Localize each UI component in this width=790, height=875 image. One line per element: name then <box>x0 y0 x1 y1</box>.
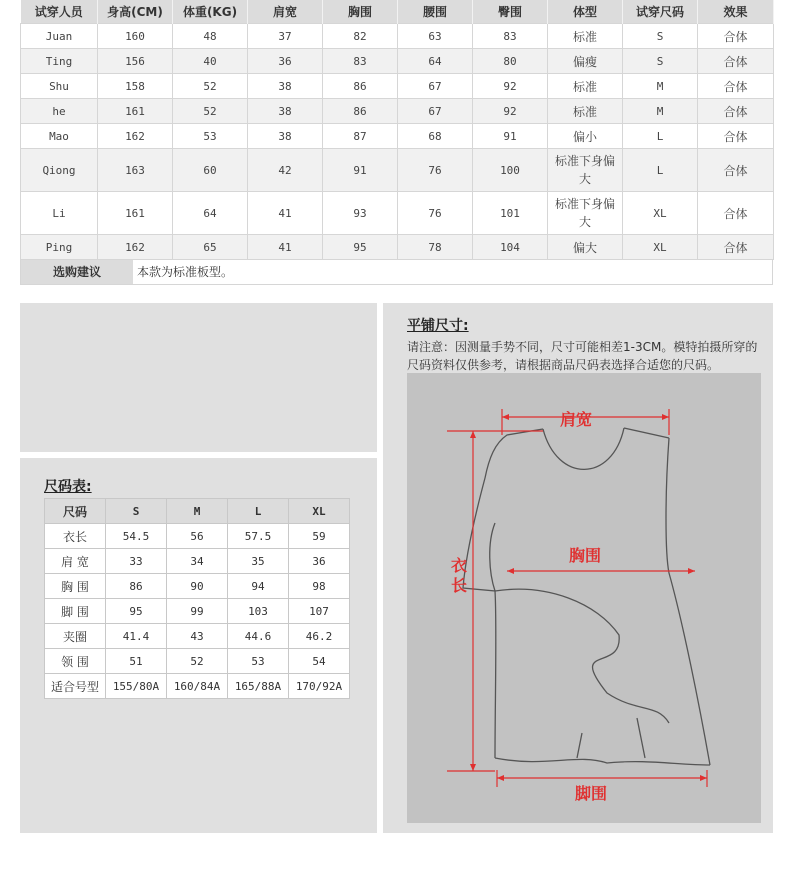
hem-arrow-left <box>497 775 504 781</box>
fit-cell: 52 <box>173 74 248 99</box>
fit-cell: 标准 <box>548 74 623 99</box>
fit-cell: 86 <box>323 99 398 124</box>
fit-header-cell: 体重(KG) <box>173 0 248 24</box>
fit-cell: 82 <box>323 24 398 49</box>
fit-cell: 83 <box>323 49 398 74</box>
fit-cell: 162 <box>98 235 173 260</box>
size-header-cell: L <box>228 499 289 524</box>
fit-cell: 偏大 <box>548 235 623 260</box>
size-cell: 53 <box>228 649 289 674</box>
fit-cell: 标准下身偏大 <box>548 149 623 192</box>
fit-cell: 合体 <box>698 99 774 124</box>
fit-header-cell: 试穿人员 <box>21 0 98 24</box>
size-cell: 34 <box>167 549 228 574</box>
fit-cell: 41 <box>248 192 323 235</box>
length-label-1: 衣 <box>451 556 468 575</box>
hem-fold-outline <box>577 733 582 758</box>
size-cell: 41.4 <box>106 624 167 649</box>
flat-measure-panel <box>383 303 773 833</box>
garment-sketch <box>407 373 761 823</box>
fit-cell: 92 <box>473 74 548 99</box>
fit-cell: 标准下身偏大 <box>548 192 623 235</box>
size-cell: 衣长 <box>45 524 106 549</box>
fit-cell: 合体 <box>698 149 774 192</box>
fitting-header-row <box>21 0 774 24</box>
size-cell: 脚 围 <box>45 599 106 624</box>
size-cell: 94 <box>228 574 289 599</box>
left-shoulder-outline <box>485 429 543 478</box>
fit-cell: 93 <box>323 192 398 235</box>
chest-label: 胸围 <box>569 546 602 565</box>
size-cell: 适合号型 <box>45 674 106 699</box>
size-chart-header-row <box>45 499 350 524</box>
size-cell: 44.6 <box>228 624 289 649</box>
fit-cell: 91 <box>473 124 548 149</box>
left-side-outline <box>463 478 496 758</box>
fit-cell: M <box>623 74 698 99</box>
fit-cell: 80 <box>473 49 548 74</box>
size-cell: 54.5 <box>106 524 167 549</box>
hem-arrow-right <box>700 775 707 781</box>
hem-label: 脚围 <box>575 784 608 803</box>
size-cell: 103 <box>228 599 289 624</box>
size-row <box>45 574 350 599</box>
length-arrow-bottom <box>470 764 476 771</box>
fit-cell: 偏瘦 <box>548 49 623 74</box>
fit-cell: 36 <box>248 49 323 74</box>
fit-row <box>21 124 774 149</box>
size-row <box>45 549 350 574</box>
fit-header-cell: 臀围 <box>473 0 548 24</box>
size-cell: 胸 围 <box>45 574 106 599</box>
fit-cell: 偏小 <box>548 124 623 149</box>
size-cell: 155/80A <box>106 674 167 699</box>
fit-cell: Qiong <box>21 149 98 192</box>
fit-cell: 37 <box>248 24 323 49</box>
fit-cell: 64 <box>173 192 248 235</box>
fit-cell: 161 <box>98 99 173 124</box>
size-row <box>45 524 350 549</box>
fit-cell: 87 <box>323 124 398 149</box>
size-chart-title: 尺码表: <box>44 479 92 495</box>
fit-cell: 38 <box>248 74 323 99</box>
size-cell: 夹圈 <box>45 624 106 649</box>
fit-cell: 合体 <box>698 24 774 49</box>
fit-row <box>21 49 774 74</box>
fit-cell: Ping <box>21 235 98 260</box>
size-row <box>45 649 350 674</box>
hem-outline <box>495 758 710 765</box>
fit-cell: 52 <box>173 99 248 124</box>
size-cell: 165/88A <box>228 674 289 699</box>
size-cell: 54 <box>289 649 350 674</box>
fit-cell: 158 <box>98 74 173 99</box>
fit-row <box>21 149 774 192</box>
fitting-table <box>20 0 774 260</box>
fit-header-cell: 体型 <box>548 0 623 24</box>
fit-cell: 68 <box>398 124 473 149</box>
size-row <box>45 599 350 624</box>
size-cell: 46.2 <box>289 624 350 649</box>
fit-cell: 162 <box>98 124 173 149</box>
fit-row <box>21 192 774 235</box>
left-armhole-outline <box>490 523 495 591</box>
fit-cell: 合体 <box>698 74 774 99</box>
fit-cell: 42 <box>248 149 323 192</box>
size-header-cell: M <box>167 499 228 524</box>
fit-cell: 合体 <box>698 235 774 260</box>
fit-cell: 86 <box>323 74 398 99</box>
fit-cell: 76 <box>398 192 473 235</box>
size-cell: 56 <box>167 524 228 549</box>
fit-row <box>21 74 774 99</box>
shoulder-arrow-right <box>662 414 669 420</box>
size-cell: 107 <box>289 599 350 624</box>
fit-cell: XL <box>623 235 698 260</box>
fit-cell: 156 <box>98 49 173 74</box>
size-cell: 35 <box>228 549 289 574</box>
right-shoulder-outline <box>624 428 669 438</box>
size-chart-table <box>44 498 350 699</box>
size-header-cell: 尺码 <box>45 499 106 524</box>
fit-header-cell: 肩宽 <box>248 0 323 24</box>
fit-cell: 标准 <box>548 99 623 124</box>
size-header-cell: S <box>106 499 167 524</box>
fit-cell: Li <box>21 192 98 235</box>
fit-cell: Shu <box>21 74 98 99</box>
fit-cell: 合体 <box>698 192 774 235</box>
fit-header-cell: 身高(CM) <box>98 0 173 24</box>
size-cell: 领 围 <box>45 649 106 674</box>
flat-measure-title: 平铺尺寸: <box>407 318 469 334</box>
size-cell: 99 <box>167 599 228 624</box>
fit-cell: 83 <box>473 24 548 49</box>
drape-fold-outline <box>495 589 669 723</box>
shoulder-arrow-left <box>502 414 509 420</box>
chest-arrow-left <box>507 568 514 574</box>
fit-cell: S <box>623 24 698 49</box>
fit-row <box>21 235 774 260</box>
fit-header-cell: 胸围 <box>323 0 398 24</box>
size-cell: 86 <box>106 574 167 599</box>
fit-cell: XL <box>623 192 698 235</box>
fit-row <box>21 99 774 124</box>
advice-label: 选购建议 <box>21 260 133 284</box>
fit-cell: 65 <box>173 235 248 260</box>
fit-cell: L <box>623 124 698 149</box>
fit-cell: 67 <box>398 99 473 124</box>
fit-cell: he <box>21 99 98 124</box>
right-side-outline <box>666 438 710 765</box>
fit-cell: 163 <box>98 149 173 192</box>
size-cell: 肩 宽 <box>45 549 106 574</box>
size-cell: 43 <box>167 624 228 649</box>
fit-cell: 合体 <box>698 124 774 149</box>
fit-cell: 160 <box>98 24 173 49</box>
size-cell: 95 <box>106 599 167 624</box>
size-row <box>45 674 350 699</box>
fit-header-cell: 腰围 <box>398 0 473 24</box>
size-cell: 36 <box>289 549 350 574</box>
size-cell: 98 <box>289 574 350 599</box>
fit-header-cell: 试穿尺码 <box>623 0 698 24</box>
garment-diagram <box>407 373 761 823</box>
fit-cell: 合体 <box>698 49 774 74</box>
fit-cell: 41 <box>248 235 323 260</box>
fit-cell: 38 <box>248 124 323 149</box>
fit-cell: 40 <box>173 49 248 74</box>
neckline-outline <box>543 428 624 469</box>
fit-cell: 91 <box>323 149 398 192</box>
fit-cell: 标准 <box>548 24 623 49</box>
size-row <box>45 624 350 649</box>
size-chart-panel <box>20 458 377 833</box>
advice-text: 本款为标准板型。 <box>137 265 234 279</box>
fit-cell: 100 <box>473 149 548 192</box>
chest-arrow-right <box>688 568 695 574</box>
fit-cell: Mao <box>21 124 98 149</box>
fit-cell: 78 <box>398 235 473 260</box>
length-arrow-top <box>470 431 476 438</box>
fit-cell: 161 <box>98 192 173 235</box>
fit-cell: 38 <box>248 99 323 124</box>
fit-cell: 101 <box>473 192 548 235</box>
size-cell: 90 <box>167 574 228 599</box>
fit-row <box>21 24 774 49</box>
size-cell: 51 <box>106 649 167 674</box>
fit-cell: 64 <box>398 49 473 74</box>
size-cell: 33 <box>106 549 167 574</box>
size-cell: 160/84A <box>167 674 228 699</box>
fit-cell: 92 <box>473 99 548 124</box>
fit-cell: 95 <box>323 235 398 260</box>
fit-cell: M <box>623 99 698 124</box>
shoulder-label: 肩宽 <box>560 410 593 429</box>
size-header-cell: XL <box>289 499 350 524</box>
fit-cell: Ting <box>21 49 98 74</box>
size-cell: 59 <box>289 524 350 549</box>
size-cell: 57.5 <box>228 524 289 549</box>
fit-header-cell: 效果 <box>698 0 774 24</box>
length-label-2: 长 <box>451 576 468 595</box>
fit-cell: 76 <box>398 149 473 192</box>
fit-cell: Juan <box>21 24 98 49</box>
fit-cell: S <box>623 49 698 74</box>
fit-cell: 48 <box>173 24 248 49</box>
fit-cell: 53 <box>173 124 248 149</box>
fit-cell: 67 <box>398 74 473 99</box>
purchase-advice <box>20 259 773 285</box>
fit-cell: L <box>623 149 698 192</box>
blank-panel <box>20 303 377 452</box>
hem-fold-outline-2 <box>637 718 645 758</box>
measure-note: 请注意：因测量手势不同，尺寸可能相差1-3CM。模特拍摄所穿的尺码资料仅供参考，请根据商品尺码表选择合适您的尺码。 <box>407 340 758 372</box>
size-cell: 170/92A <box>289 674 350 699</box>
size-cell: 52 <box>167 649 228 674</box>
fit-cell: 104 <box>473 235 548 260</box>
fit-cell: 60 <box>173 149 248 192</box>
fit-cell: 63 <box>398 24 473 49</box>
